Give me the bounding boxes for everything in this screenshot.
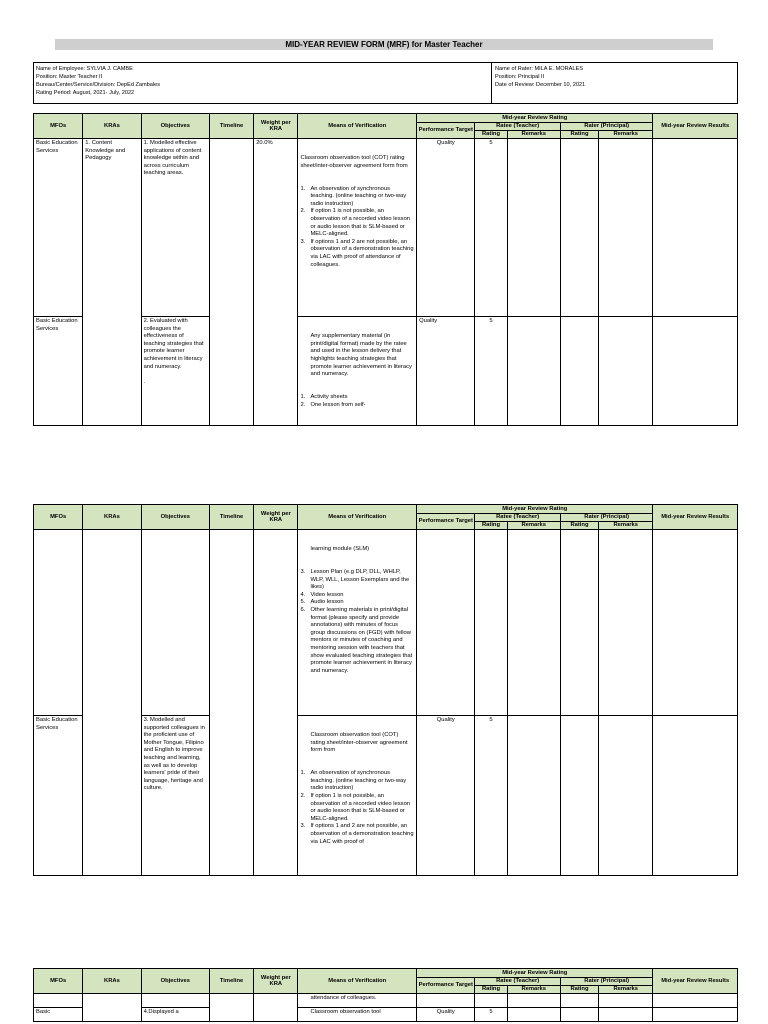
- header-ratee-rating: Rating: [475, 522, 507, 530]
- header-weight: Weight per KRA: [254, 969, 298, 994]
- kra-cell: [83, 530, 141, 876]
- mov-cell: [298, 716, 417, 876]
- mov-item-number: 3.: [300, 238, 306, 245]
- employee-bureau: Bureau/Center/Service/Division: DepEd Zambales: [36, 82, 161, 88]
- kra-cell: 1. Content Knowledge and Pedagogy: [83, 139, 141, 426]
- mrf-table-page2: [33, 504, 738, 876]
- mov-item-number: 6.: [300, 606, 306, 613]
- mov-intro: learning module (SLM): [310, 546, 370, 553]
- ratee-remarks-cell: [507, 530, 560, 716]
- mov-item-number: 2.: [300, 401, 306, 408]
- rater-info: [491, 63, 585, 103]
- results-cell: [653, 1008, 738, 1022]
- header-rating-group: Mid-year Review Rating: [417, 505, 653, 514]
- header-objectives: Objectives: [141, 505, 209, 530]
- mov-item-text: If option 1 is not possible, an observation of a recorded video lesson or audio lesson that is SLM-based or MELC-aligned.: [310, 792, 412, 822]
- employee-name: Name of Employee: SYLVIA J. CAMBE: [36, 66, 133, 72]
- mov-item-text: Audio lesson: [310, 599, 344, 606]
- mov-item-number: 2.: [300, 792, 306, 799]
- header-timeline: Timeline: [209, 114, 253, 139]
- mov-cell: [298, 530, 417, 716]
- header-ratee-rating: Rating: [475, 131, 507, 139]
- weight-cell: [254, 530, 298, 876]
- header-ratee-rating: Rating: [475, 986, 507, 994]
- header-rating-group: Mid-year Review Rating: [417, 114, 653, 123]
- review-date: Date of Review: December 10, 2021: [495, 82, 586, 88]
- mfo-cell: [34, 530, 83, 716]
- mov-list-item: [300, 793, 414, 823]
- mov-list-item: [300, 186, 414, 209]
- timeline-cell: [209, 994, 253, 1022]
- timeline-cell: [209, 530, 253, 876]
- mov-list: [300, 394, 414, 409]
- mov-item-text: If option 1 is not possible, an observation of a recorded video lesson or audio lesson that is SLM-based or MELC-aligned.: [310, 208, 412, 238]
- performance-target-cell: Quality: [417, 1008, 475, 1022]
- performance-target-cell: Quality: [417, 139, 475, 317]
- mov-list-item: [300, 402, 414, 410]
- mov-cell: attendance of colleagues.: [298, 994, 417, 1008]
- rater-rating-cell: [560, 1008, 598, 1022]
- mov-intro: Any supplementary material (in print/digital format) made by the ratee and used in the lesson delivery that highlights teaching strategies that promote learner achievement in literacy and numeracy.: [310, 333, 414, 378]
- kra-cell: [83, 994, 141, 1022]
- mov-item-number: 1.: [300, 185, 306, 192]
- mfo-cell: Basic Education Services: [34, 716, 83, 876]
- header-rater: Rater (Principal): [560, 514, 653, 522]
- mov-list: [300, 770, 414, 846]
- objective-cell: 2. Evaluated with colleagues the effectiveness of teaching strategies that promote learner achievement in literacy and numeracy. .: [141, 317, 209, 426]
- mov-intro: Classroom observation tool (COT) rating sheet/inter-observer agreement form from: [310, 732, 410, 754]
- header-kras: KRAs: [83, 969, 141, 994]
- employee-info-left: [36, 65, 160, 97]
- mov-list: [300, 186, 414, 270]
- employee-info-box: [33, 62, 738, 104]
- mov-item-text: Other learning materials in print/digital format (please specify and provide annotations) with minutes of focus group discussions on (FGD) with fellow mentors or minutes of coaching and mentoring session with teachers that show evaluated teaching strategies that promote learner achievement in literacy and numeracy.: [310, 606, 414, 674]
- performance-target-cell: Quality: [417, 716, 475, 876]
- ratee-remarks-cell: [507, 1008, 560, 1022]
- header-rater-rating: Rating: [560, 986, 598, 994]
- objective-cell: 1. Modelled effective applications of content knowledge within and across curriculum teaching areas.: [141, 139, 209, 317]
- ratee-remarks-cell: [507, 139, 560, 317]
- header-mov: Means of Verification: [298, 969, 417, 994]
- performance-target-cell: [417, 994, 475, 1008]
- results-cell: [653, 716, 738, 876]
- mov-list-item: [300, 592, 414, 600]
- header-results: Mid-year Review Results: [653, 969, 738, 994]
- results-cell: [653, 530, 738, 716]
- ratee-rating-cell: [475, 994, 507, 1008]
- mrf-table-page1: [33, 113, 738, 426]
- header-ratee: Ratee (Teacher): [475, 123, 560, 131]
- rater-remarks-cell: [599, 530, 653, 716]
- header-mfos: MFOs: [34, 969, 83, 994]
- header-timeline: Timeline: [209, 969, 253, 994]
- header-ratee-remarks: Remarks: [507, 131, 560, 139]
- rater-rating-cell: [560, 994, 598, 1008]
- header-kras: KRAs: [83, 505, 141, 530]
- mfo-cell: Basic: [34, 1008, 83, 1022]
- mov-item-text: One lesson from self-: [310, 401, 366, 408]
- employee-position: Position: Master Teacher II: [36, 74, 103, 80]
- mfo-cell: Basic Education Services: [34, 317, 83, 426]
- objective-cell: 4.Displayed a: [141, 1008, 209, 1022]
- mov-intro: Classroom observation tool (COT) rating sheet/inter-observer agreement form from: [300, 155, 408, 169]
- header-kras: KRAs: [83, 114, 141, 139]
- header-ratee-remarks: Remarks: [507, 986, 560, 994]
- header-performance-target: Performance Target: [417, 514, 475, 530]
- mov-item-number: 3.: [300, 568, 306, 575]
- mov-list-item: [300, 607, 414, 675]
- results-cell: [653, 994, 738, 1008]
- mov-item-text: Video lesson: [310, 591, 344, 598]
- rater-remarks-cell: [599, 317, 653, 426]
- rater-remarks-cell: [599, 139, 653, 317]
- mov-list-item: [300, 770, 414, 793]
- ratee-remarks-cell: [507, 716, 560, 876]
- mov-item-text: Lesson Plan (e.g DLP, DLL, WHLP, WLP, WLL, Lesson Exemplars and the likes): [310, 568, 411, 591]
- timeline-cell: [209, 139, 253, 426]
- header-weight: Weight per KRA: [254, 114, 298, 139]
- header-performance-target: Performance Target: [417, 978, 475, 994]
- performance-target-cell: [417, 530, 475, 716]
- mov-cell: Classroom observation tool: [298, 1008, 417, 1022]
- mrf-table-page3: [33, 968, 738, 1022]
- header-results: Mid-year Review Results: [653, 505, 738, 530]
- rater-rating-cell: [560, 317, 598, 426]
- mov-item-text: Activity sheets: [310, 393, 348, 400]
- ratee-rating-cell: 5: [475, 317, 507, 426]
- header-mov: Means of Verification: [298, 505, 417, 530]
- mov-item-text: An observation of synchronous teaching. (online teaching or two-way radio instruction): [310, 185, 408, 207]
- rater-rating-cell: [560, 530, 598, 716]
- header-objectives: Objectives: [141, 114, 209, 139]
- rater-rating-cell: [560, 139, 598, 317]
- rater-name: Name of Rater: MILA E. MORALES: [495, 66, 583, 72]
- header-mov: Means of Verification: [298, 114, 417, 139]
- ratee-rating-cell: 5: [475, 1008, 507, 1022]
- mov-list-item: [300, 599, 414, 607]
- rating-period: Rating Period: August, 2021- July, 2022: [36, 90, 135, 96]
- header-rater-remarks: Remarks: [599, 986, 653, 994]
- ratee-rating-cell: [475, 530, 507, 716]
- mov-item-text: If options 1 and 2 are not possible, an observation of a demonstration teaching via LAC with proof of: [310, 823, 416, 845]
- header-ratee: Ratee (Teacher): [475, 978, 560, 986]
- objective-cell: [141, 530, 209, 716]
- mfo-cell: Basic Education Services: [34, 139, 83, 317]
- rater-remarks-cell: [599, 994, 653, 1008]
- performance-target-cell: Quality: [417, 317, 475, 426]
- header-objectives: Objectives: [141, 969, 209, 994]
- ratee-remarks-cell: [507, 994, 560, 1008]
- mov-item-number: 1.: [300, 393, 306, 400]
- rater-remarks-cell: [599, 1008, 653, 1022]
- mov-cell: [298, 139, 417, 317]
- mov-list-item: [300, 394, 414, 402]
- header-rating-group: Mid-year Review Rating: [417, 969, 653, 978]
- header-ratee-remarks: Remarks: [507, 522, 560, 530]
- mov-list-item: [300, 239, 414, 269]
- weight-cell: 20.0%: [254, 139, 298, 426]
- header-rater-rating: Rating: [560, 522, 598, 530]
- mov-item-number: 4.: [300, 591, 306, 598]
- mov-item-number: 1.: [300, 770, 306, 777]
- mov-list-item: [300, 823, 414, 846]
- rater-rating-cell: [560, 716, 598, 876]
- header-mfos: MFOs: [34, 505, 83, 530]
- objective-cell: 3. Modelled and supported colleagues in the proficient use of Mother Tongue, Filipino and English to improve teaching and learning, as well as to develop learners' pride of their language, heritage and culture.: [141, 716, 209, 876]
- header-performance-target: Performance Target: [417, 123, 475, 139]
- header-rater-remarks: Remarks: [599, 522, 653, 530]
- results-cell: [653, 139, 738, 317]
- rater-remarks-cell: [599, 716, 653, 876]
- header-weight: Weight per KRA: [254, 505, 298, 530]
- header-mfos: MFOs: [34, 114, 83, 139]
- mov-cell: [298, 317, 417, 426]
- header-rater-remarks: Remarks: [599, 131, 653, 139]
- header-rater: Rater (Principal): [560, 978, 653, 986]
- ratee-rating-cell: 5: [475, 716, 507, 876]
- mov-list-item: [300, 569, 414, 592]
- header-rater-rating: Rating: [560, 131, 598, 139]
- mov-item-number: 3.: [300, 823, 306, 830]
- mov-item-text: An observation of synchronous teaching. (online teaching or two-way radio instruction): [310, 770, 408, 792]
- ratee-rating-cell: 5: [475, 139, 507, 317]
- mov-list-item: [300, 208, 414, 238]
- form-title: MID-YEAR REVIEW FORM (MRF) for Master Teacher: [55, 39, 713, 50]
- mov-item-number: 2.: [300, 208, 306, 215]
- results-cell: [653, 317, 738, 426]
- header-results: Mid-year Review Results: [653, 114, 738, 139]
- mfo-cell: [34, 994, 83, 1008]
- header-timeline: Timeline: [209, 505, 253, 530]
- ratee-remarks-cell: [507, 317, 560, 426]
- mov-list: [300, 569, 414, 675]
- mov-item-text: If options 1 and 2 are not possible, an observation of a demonstration teaching via LAC with proof of attendance of colleagues.: [310, 238, 416, 268]
- objective-cell: [141, 994, 209, 1008]
- weight-cell: [254, 994, 298, 1022]
- mov-item-number: 5.: [300, 599, 306, 606]
- header-ratee: Ratee (Teacher): [475, 514, 560, 522]
- header-rater: Rater (Principal): [560, 123, 653, 131]
- rater-position: Position: Principal II: [495, 74, 545, 80]
